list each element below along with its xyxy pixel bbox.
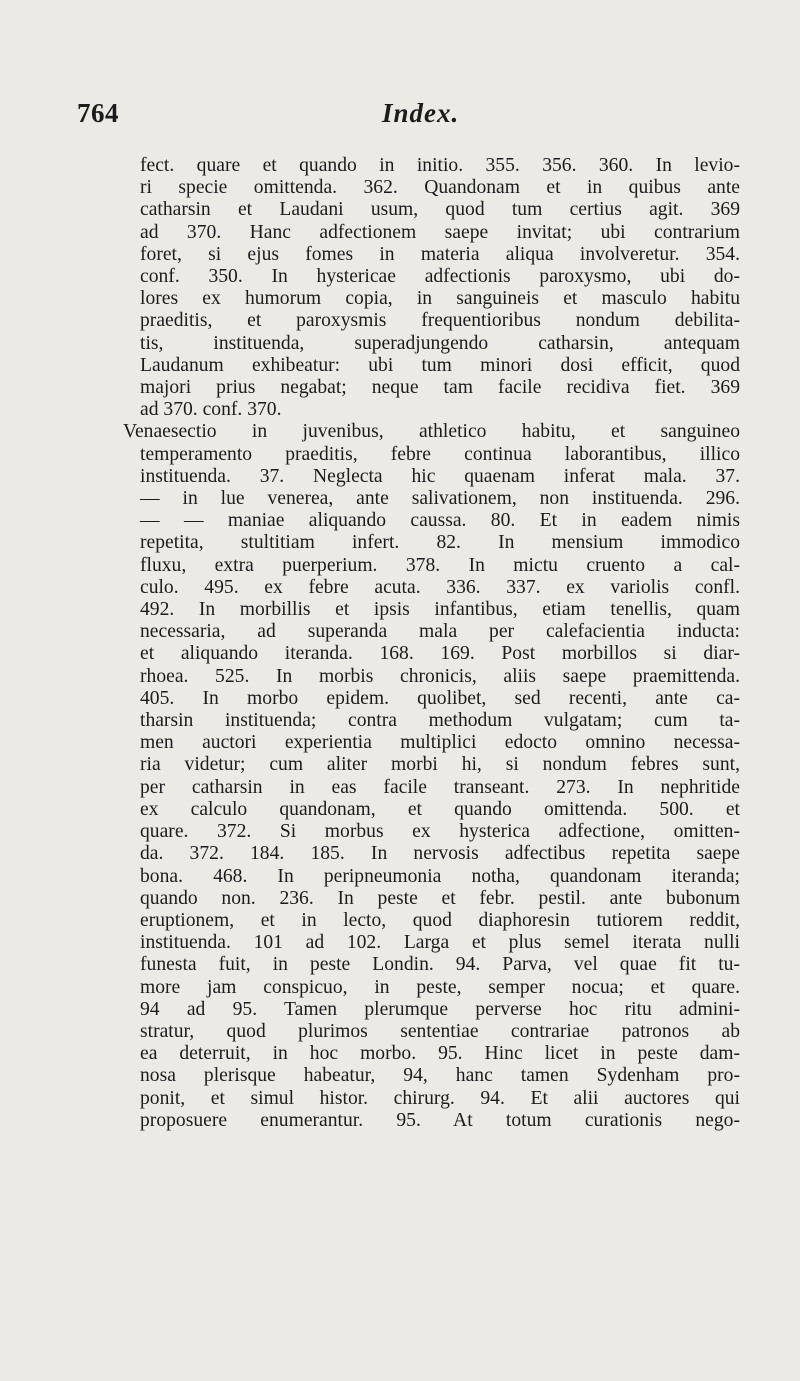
text-line: nosa plerisque habeatur, 94, hanc tamen Sydenham pro-	[140, 1065, 740, 1087]
text-line: tharsin instituenda; contra methodum vulgatam; cum ta-	[140, 710, 740, 732]
running-head: Index.	[382, 98, 460, 128]
text-line: ponit, et simul histor. chirurg. 94. Et alii auctores qui	[140, 1087, 740, 1109]
text-line: conf. 350. In hystericae adfectionis paroxysmo, ubi do-	[140, 266, 740, 288]
text-line: stratur, quod plurimos sententiae contrariae patronos ab	[140, 1020, 740, 1042]
text-line: foret, si ejus fomes in materia aliqua involveretur. 354.	[140, 243, 740, 265]
text-line: — in lue venerea, ante salivationem, non instituenda. 296.	[140, 488, 740, 510]
text-line: 492. In morbillis et ipsis infantibus, etiam tenellis, quam	[140, 599, 740, 621]
text-line: fluxu, extra puerperium. 378. In mictu cruento a cal-	[140, 554, 740, 576]
text-line: rhoea. 525. In morbis chronicis, aliis saepe praemittenda.	[140, 665, 740, 687]
text-line: lores ex humorum copia, in sanguineis et masculo habitu	[140, 288, 740, 310]
text-line: 405. In morbo epidem. quolibet, sed recenti, ante ca-	[140, 687, 740, 709]
text-line: ad 370. conf. 370.	[140, 399, 282, 421]
text-line: et aliquando iteranda. 168. 169. Post morbillos si diar-	[140, 643, 740, 665]
text-line: Venaesectio in juvenibus, athletico habitu, et sanguineo	[123, 421, 740, 443]
text-line: ex calculo quandonam, et quando omittenda. 500. et	[140, 798, 740, 820]
text-line: — — maniae aliquando caussa. 80. Et in eadem nimis	[140, 510, 740, 532]
text-line: per catharsin in eas facile transeant. 273. In nephritide	[140, 776, 740, 798]
text-line: ria videtur; cum aliter morbi hi, si nondum febres sunt,	[140, 754, 740, 776]
text-line: 94 ad 95. Tamen plerumque perverse hoc ritu admini-	[140, 998, 740, 1020]
text-line: instituenda. 101 ad 102. Larga et plus semel iterata nulli	[140, 932, 740, 954]
text-line: fect. quare et quando in initio. 355. 356. 360. In levio-	[140, 155, 740, 176]
text-line: bona. 468. In peripneumonia notha, quandonam iteranda;	[140, 865, 740, 887]
text-line: praeditis, et paroxysmis frequentioribus nondum debilita-	[140, 310, 740, 332]
text-line: proposuere enumerantur. 95. At totum curationis nego-	[140, 1109, 740, 1131]
text-line: majori prius negabat; neque tam facile recidiva fiet. 369	[140, 377, 740, 399]
text-line: eruptionem, et in lecto, quod diaphoresin tutiorem reddit,	[140, 909, 740, 931]
text-line: temperamento praeditis, febre continua laborantibus, illico	[140, 443, 740, 465]
text-line: Laudanum exhibeatur: ubi tum minori dosi efficit, quod	[140, 354, 740, 376]
text-line: more jam conspicuo, in peste, semper nocua; et quare.	[140, 976, 740, 998]
text-line: necessaria, ad superanda mala per calefacientia inducta:	[140, 621, 740, 643]
page-header	[77, 98, 727, 138]
text-line: ea deterruit, in hoc morbo. 95. Hinc licet in peste dam-	[140, 1043, 740, 1065]
text-line: quando non. 236. In peste et febr. pestil. ante bubonum	[140, 887, 740, 909]
text-line: repetita, stultitiam infert. 82. In mensium immodico	[140, 532, 740, 554]
text-line: catharsin et Laudani usum, quod tum certius agit. 369	[140, 199, 740, 221]
text-line: men auctori experientia multiplici edocto omnino necessa-	[140, 732, 740, 754]
text-line: ad 370. Hanc adfectionem saepe invitat; ubi contrarium	[140, 221, 740, 243]
text-line: quare. 372. Si morbus ex hysterica adfectione, omitten-	[140, 821, 740, 843]
index-text-block	[123, 155, 740, 1132]
text-line: tis, instituenda, superadjungendo catharsin, antequam	[140, 332, 740, 354]
text-line: funesta fuit, in peste Londin. 94. Parva, vel quae fit tu-	[140, 954, 740, 976]
text-line: instituenda. 37. Neglecta hic quaenam inferat mala. 37.	[140, 465, 740, 487]
page-number: 764	[77, 98, 119, 128]
text-line: ri specie omittenda. 362. Quandonam et in quibus ante	[140, 177, 740, 199]
text-line: da. 372. 184. 185. In nervosis adfectibus repetita saepe	[140, 843, 740, 865]
text-line: culo. 495. ex febre acuta. 336. 337. ex variolis confl.	[140, 576, 740, 598]
